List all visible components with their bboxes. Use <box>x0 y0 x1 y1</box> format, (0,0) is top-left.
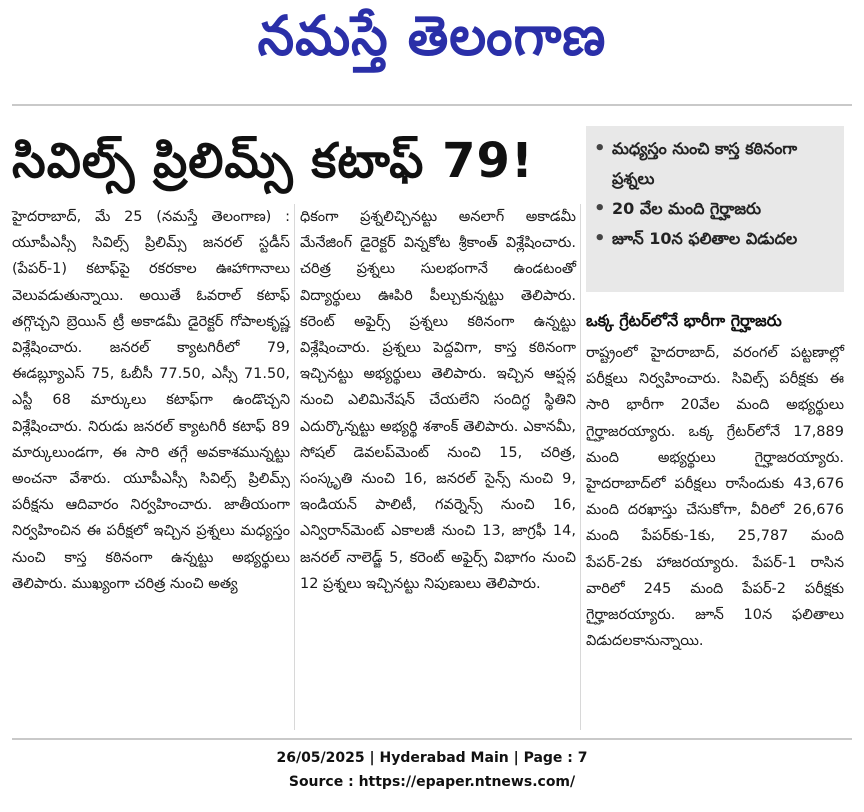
bullet-icon: • <box>594 198 606 219</box>
footer-date-line: 26/05/2025 | Hyderabad Main | Page : 7 <box>276 750 588 766</box>
highlight-item <box>594 194 836 224</box>
subheading: ఒక్క గ్రేటర్‌లోనే భారీగా గైర్హాజరు <box>586 311 782 330</box>
bullet-icon: • <box>594 138 606 159</box>
highlight-text: మధ్యస్తం నుంచి కాస్త కఠినంగా ప్రశ్నలు <box>612 139 798 188</box>
column-divider <box>580 204 581 730</box>
highlights-box <box>586 126 844 292</box>
article-column-3: రాష్ట్రంలో హైదరాబాద్, వరంగల్ పట్టణాల్లో పరీక్షలు నిర్వహించారు. సివిల్స్ పరీక్షకు ఈ సారి భారీగా 20వేల మంది అభ్యర్థులు గైర్హాజరయ్యారు. ఒక్క గ్రేటర్‌లోనే 17,889 మంది అభ్యర్థులు గైర్హాజరయ్యారు. హైదరాబాద్‌లో పరీక్షలు రాసేందుకు 43,676 మంది దరఖాస్తు చేసుకోగా, వీరిలో 26,676 మంది పేపర్‌కు-1కు, 25,787 మంది పేపర్-2కు హాజరయ్యారు. పేపర్-1 రాసిన వారిలో 245 మంది పేపర్-2 పరీక్షకు గైర్హాజరయ్యారు. జూన్ 10న ఫలితాలు విడుదలకానున్నాయి. <box>586 345 844 650</box>
article-column-2: ధికంగా ప్రశ్నలిచ్చినట్టు అనలాగ్ అకాడమీ మేనేజింగ్ డైరెక్టర్ విన్నకోట శ్రీకాంత్ విశ్లేషించారు. చరిత్ర ప్రశ్నలు సులభంగానే ఉండటంతో విద్యార్థులు ఊపిరి పీల్చుకున్నట్టు తెలిపారు. కరెంట్ అఫైర్స్ ప్రశ్నలు కఠినంగా ఉన్నట్టు విశ్లేషించారు. ప్రశ్నలు పెద్దవిగా, కాస్త కఠినంగా ఇచ్చినట్టు అభ్యర్థులు తెలిపారు. ఇచ్చిన ఆప్షన్ల నుంచి ఎలిమినేషన్ చేయలేని సందిగ్ధ స్థితిని ఎదుర్కొన్నట్టు అభ్యర్థి శశాంక్ తెలిపారు. ఎకానమీ, సోషల్ డెవలప్‌మెంట్ నుంచి 15, చరిత్ర, సంస్కృతి నుంచి 16, జనరల్ సైన్స్ నుంచి 9, ఇండియన్ పాలిటీ, గవర్నెన్స్ నుంచి 16, ఎన్విరాన్‌మెంట్ ఎకాలజీ నుంచి 13, జాగ్రఫీ 14, జనరల్ నాలెడ్జ్ 5, కరెంట్ అఫైర్స్ విభాగం నుంచి 12 ప్రశ్నలు ఇచ్చినట్టు నిపుణులు తెలిపారు. <box>300 209 576 592</box>
footer-source-line: Source : https://epaper.ntnews.com/ <box>288 774 576 790</box>
highlight-text: జూన్ 10న ఫలితాల విడుదల <box>612 229 798 248</box>
highlight-item <box>594 224 836 254</box>
bullet-icon: • <box>594 228 606 249</box>
top-divider <box>12 104 852 106</box>
article-headline: సివిల్స్ ప్రిలిమ్స్ కటాఫ్ 79! <box>12 133 534 189</box>
footer <box>0 746 864 794</box>
highlight-item <box>594 134 836 194</box>
masthead <box>0 0 864 86</box>
newspaper-logo: నమస్తే తెలంగాణ <box>257 4 607 68</box>
article-column-1: హైదరాబాద్, మే 25 (నమస్తే తెలంగాణ) : యూపీఎస్సీ సివిల్స్ ప్రిలిమ్స్ జనరల్ స్టడీస్ (పేపర్-1) కటాఫ్‌పై రకరకాల ఊహాగానాలు వెలువడుతున్నాయి. అయితే ఓవరాల్ కటాఫ్ తగ్గొచ్చని బ్రెయిన్ ట్రీ అకాడమీ డైరెక్టర్ గోపాలకృష్ణ విశ్లేషించారు. జనరల్ క్యాటగిరీలో 79, ఈడబ్ల్యూఎస్ 75, ఓబీసీ 77.50, ఎస్సీ 71.50, ఎస్టీ 68 మార్కులు కటాఫ్‌గా ఉండొచ్చని విశ్లేషించారు. నిరుడు జనరల్ క్యాటగిరీ కటాఫ్ 89 మార్కులుండగా, ఈ సారి తగ్గే అవకాశమున్నట్టు అంచనా వేశారు. యూపీఎస్సీ సివిల్స్ ప్రిలిమ్స్ పరీక్షను ఆదివారం నిర్వహించారు. జాతీయంగా నిర్వహించిన ఈ పరీక్షలో ఇచ్చిన ప్రశ్నలు మధ్యస్తం నుంచి కాస్త కఠినంగా ఉన్నట్టు అభ్యర్థులు తెలిపారు. ముఖ్యంగా చరిత్ర నుంచి అత్య <box>12 209 290 592</box>
column-divider <box>294 204 295 730</box>
highlight-text: 20 వేల మంది గైర్హాజరు <box>612 199 762 218</box>
bottom-divider <box>12 738 852 740</box>
